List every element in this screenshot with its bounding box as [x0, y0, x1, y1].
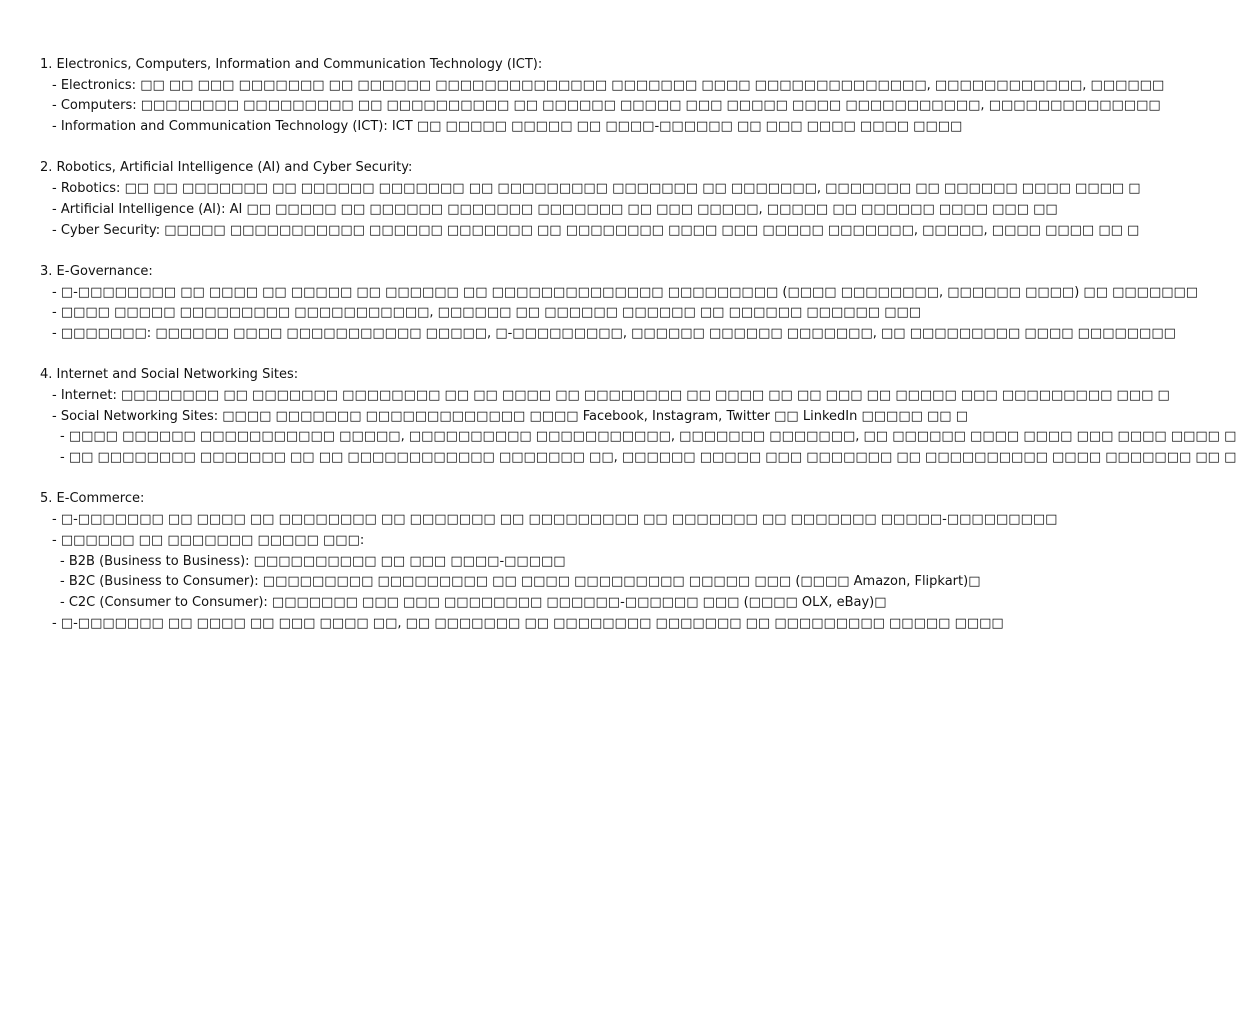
list-item: - Cyber Security: □□□□□ □□□□□□□□□□□ □□□□□□ □□□□□□□ □□ □□□□□□□□ □□□□ □□□ □□□□□ □□□□□□□, □□□□□, □□□□ □□□□ □□ □ — [52, 222, 1140, 238]
list-item: - Computers: □□□□□□□□ □□□□□□□□□ □□ □□□□□□□□□□ □□ □□□□□□ □□□□□ □□□ □□□□□ □□□□ □□□□□□□□□□□, □□□□□□□□□□□□□□ — [52, 98, 1161, 114]
list-item: - □□□□□□□: □□□□□□ □□□□ □□□□□□□□□□□ □□□□□, □-□□□□□□□□□, □□□□□□ □□□□□□ □□□□□□□, □□ □□□□□□□□□ □□□□ □□□□□□□□ — [52, 325, 1176, 341]
list-item: - Electronics: □□ □□ □□□ □□□□□□□ □□ □□□□□□ □□□□□□□□□□□□□□ □□□□□□□ □□□□ □□□□□□□□□□□□□□, □□□□□□□□□□□□, □□□□□□ — [52, 77, 1165, 93]
sub-list-item: - □□ □□□□□□□□ □□□□□□□ □□ □□ □□□□□□□□□□□□ □□□□□□□ □□, □□□□□□ □□□□□ □□□ □□□□□□□ □□ □□□□□□□□□□ □□□□ □□□□□□□ □□ □ — [60, 450, 1236, 466]
list-item: - □-□□□□□□□□ □□ □□□□ □□ □□□□□ □□ □□□□□□ □□ □□□□□□□□□□□□□□ □□□□□□□□□ (□□□□ □□□□□□□□, □□□□□□ □□□□) □□ □□□□□□□ — [52, 284, 1199, 300]
sub-list-item: - C2C (Consumer to Consumer): □□□□□□□ □□□ □□□ □□□□□□□□ □□□□□□-□□□□□□ □□□ (□□□□ OLX, eBay)□ — [60, 594, 887, 610]
list-item: - □□□□ □□□□□ □□□□□□□□□ □□□□□□□□□□□, □□□□□□ □□ □□□□□□ □□□□□□ □□ □□□□□□ □□□□□□ □□□ — [52, 305, 922, 321]
spacer — [40, 138, 768, 159]
list-item: - □-□□□□□□□ □□ □□□□ □□ □□□□□□□□ □□ □□□□□□□ □□ □□□□□□□□□ □□ □□□□□□□ □□ □□□□□□□ □□□□□-□□□□□□□□□ — [52, 512, 1058, 528]
list-item: - Artificial Intelligence (AI): AI □□ □□□□□ □□ □□□□□□ □□□□□□□ □□□□□□□ □□ □□□ □□□□□, □□□□□ □□ □□□□□□ □□□□ □□□ □□ — [52, 201, 1058, 217]
list-item: - Social Networking Sites: □□□□ □□□□□□□ □□□□□□□□□□□□□ □□□□ Facebook, Instagram, Twitter □□ LinkedIn □□□□□ □□ □ — [52, 408, 968, 424]
section-heading: 3. E-Governance: — [40, 263, 153, 279]
list-item: - □-□□□□□□□ □□ □□□□ □□ □□□ □□□□ □□, □□ □□□□□□□ □□ □□□□□□□□ □□□□□□□ □□ □□□□□□□□□ □□□□□ □□□□ — [52, 615, 1004, 631]
list-item: - Information and Communication Technology (ICT): ICT □□ □□□□□ □□□□□ □□ □□□□-□□□□□□ □□ □□□ □□□□ □□□□ □□□□ — [52, 119, 963, 135]
sub-list-item: - B2B (Business to Business): □□□□□□□□□□ □□ □□□ □□□□-□□□□□ — [60, 553, 566, 569]
section-heading: 2. Robotics, Artificial Intelligence (AI) and Cyber Security: — [40, 160, 413, 176]
list-item: - Internet: □□□□□□□□ □□ □□□□□□□ □□□□□□□□ □□ □□ □□□□ □□ □□□□□□□□ □□ □□□□ □□ □□ □□□ □□ □□□□□ □□□ □□□□□□□□□ □□□ □ — [52, 388, 1170, 403]
section-heading: 1. Electronics, Computers, Information and Communication Technology (ICT): — [40, 57, 543, 72]
document-body — [40, 55, 1236, 634]
sub-list-item: - B2C (Business to Consumer): □□□□□□□□□ □□□□□□□□□ □□ □□□□ □□□□□□□□□ □□□□□ □□□ (□□□□ Amazon, Flipkart)□ — [60, 574, 981, 590]
list-item: - Robotics: □□ □□ □□□□□□□ □□ □□□□□□ □□□□□□□ □□ □□□□□□□□□ □□□□□□□ □□ □□□□□□□, □□□□□□□ □□ □□□□□□ □□□□ □□□□ □ — [52, 181, 1141, 197]
spacer — [40, 345, 768, 366]
spacer — [40, 469, 768, 490]
sub-list-item: - □□□□ □□□□□□ □□□□□□□□□□□ □□□□□, □□□□□□□□□□ □□□□□□□□□□□, □□□□□□□ □□□□□□□, □□ □□□□□□ □□□□ □□□□ □□□ □□□□ □□□□ □ — [60, 429, 1236, 445]
list-item: - □□□□□□ □□ □□□□□□□ □□□□□ □□□: — [52, 532, 365, 548]
section-heading: 4. Internet and Social Networking Sites: — [40, 367, 299, 383]
spacer — [40, 241, 768, 262]
section-heading: 5. E-Commerce: — [40, 491, 145, 507]
